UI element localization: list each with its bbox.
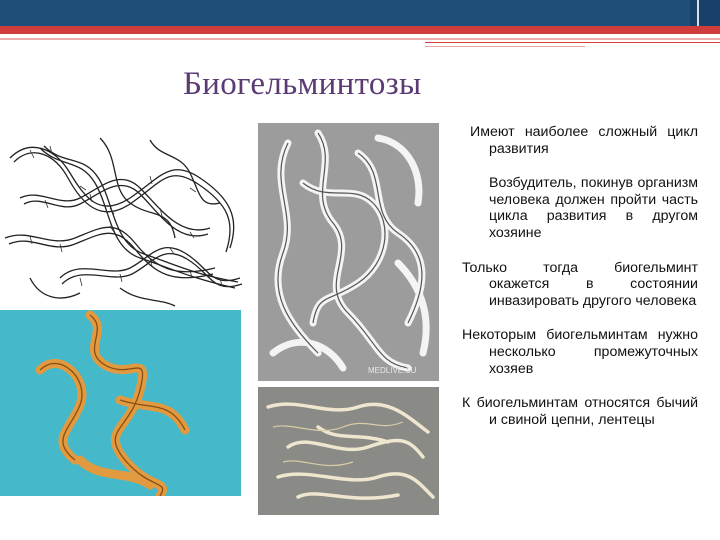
tapeworm-photo-icon: [0, 310, 241, 496]
header-red-stripe: [0, 26, 720, 34]
tapeworm-photo-teal: [0, 310, 241, 496]
tapeworm-specimen-icon: [258, 387, 439, 515]
text-paragraph: Некоторым биогельминтам нужно несколько промежуточных хозяев: [462, 327, 698, 377]
text-paragraph: Возбудитель, покинув организм человека должен пройти часть цикла развития в другом хозяине: [489, 175, 698, 241]
header-band-corner: [690, 0, 720, 26]
tapeworm-segments-icon: [258, 123, 439, 381]
tapeworm-drawing-white: [0, 128, 248, 310]
bullet-text-column: [462, 124, 698, 428]
tapeworm-drawing-gray: [258, 123, 439, 381]
text-paragraph: К биогельминтам относятся бычий и свиной цепни, лентецы: [462, 395, 698, 428]
header-accent-line: [425, 42, 720, 43]
header-band: [0, 0, 720, 26]
header-thin-line: [0, 38, 720, 40]
slide-title: Биогельминтозы: [183, 66, 422, 102]
tapeworm-photo-gray: [258, 387, 439, 515]
text-paragraph: Только тогда биогельминт окажется в состоянии инвазировать другого человека: [462, 259, 698, 309]
watermark-text: MEDLIVE.SU: [368, 366, 417, 375]
header-band-divider: [697, 0, 699, 26]
header-accent-line-short: [425, 46, 585, 47]
tapeworm-drawing-icon: [0, 128, 248, 310]
text-paragraph: Имеют наиболее сложный цикл развития: [470, 124, 698, 157]
